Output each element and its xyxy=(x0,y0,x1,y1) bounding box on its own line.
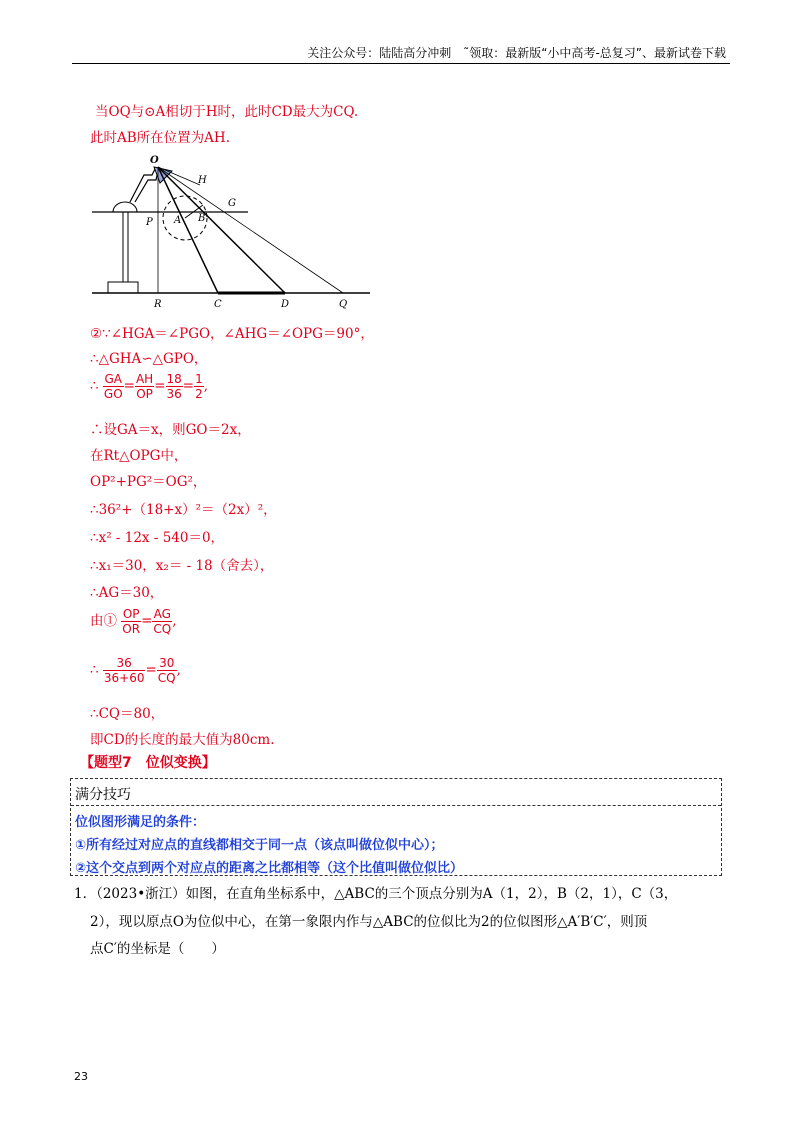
lamp-base xyxy=(108,282,138,293)
tips-item-1: ①所有经过对应点的直线都相交于同一点（该点叫做位似中心）； xyxy=(75,838,444,853)
solution-line-2: 此时AB所在位置为AH. xyxy=(90,130,230,146)
solution-step-14: 即CD的长度的最大值为80cm. xyxy=(90,732,275,748)
solution-step-2: ∴△GHA∽△GPO， xyxy=(90,351,208,367)
question-line-2: 2），现以原点O为位似中心，在第一象限内作与△ABC的位似比为2的位似图形△A′B′C′，则顶 xyxy=(90,914,648,930)
tips-item-2: ②这个交点到两个对应点的距离之比都相等（这个比值叫做位似比） xyxy=(75,861,464,876)
label-C: C xyxy=(214,299,222,310)
geometry-figure xyxy=(90,155,380,315)
label-O: O xyxy=(150,155,159,166)
solution-step-6: OP²+PG²＝OG²， xyxy=(90,474,207,490)
label-H: H xyxy=(198,175,207,186)
label-A: A xyxy=(174,215,182,226)
page-number: 23 xyxy=(74,1070,88,1083)
label-P: P xyxy=(146,217,153,228)
solution-step-7: ∴36²+（18+x）²＝（2x）²， xyxy=(90,502,277,518)
solution-step-1: ②∵∠HGA＝∠PGO，∠AHG＝∠OPG＝90°， xyxy=(90,326,374,342)
solution-step-13: ∴CQ＝80， xyxy=(90,706,165,722)
tips-divider xyxy=(71,805,721,806)
label-R: R xyxy=(154,299,162,310)
solution-step-3: ∴ $\frac{GA}{GO}$ = $\frac{AH}{OP}$ = $\frac{18}{36}$ = $\frac{1}{2}$ , xyxy=(90,372,209,401)
tips-heading: 位似图形满足的条件： xyxy=(75,815,206,830)
solution-line-1: 当OQ与⊙A相切于H时，此时CD最大为CQ. xyxy=(95,104,359,120)
solution-step-4: ∴设GA＝x，则GO＝2x， xyxy=(90,422,251,438)
label-B: B xyxy=(198,213,206,224)
label-Q: Q xyxy=(339,299,348,310)
solution-step-10: ∴AG＝30， xyxy=(90,585,164,601)
question-line-1: 1．（2023•浙江）如图，在直角坐标系中，△ABC的三个顶点分别为A（1，2），B（2，1），C（3， xyxy=(74,886,678,902)
header-divider xyxy=(72,63,730,64)
solution-step-8: ∴x² - 12x - 540＝0， xyxy=(90,530,225,546)
label-D: D xyxy=(281,299,290,310)
page-header: 关注公众号：陆陆高分冲刺 ˜领取：最新版“小中高考-总复习”、最新试卷下载 xyxy=(307,46,726,60)
section-title: 【题型7 位似变换】 xyxy=(80,755,216,771)
solution-step-5: 在Rt△OPG中， xyxy=(90,448,188,464)
label-G: G xyxy=(228,198,236,209)
question-line-3: 点C′的坐标是（ ） xyxy=(90,941,225,957)
solution-step-9: ∴x₁＝30，x₂＝ - 18（舍去）， xyxy=(90,558,274,574)
tips-title: 满分技巧 xyxy=(75,787,131,803)
tips-box xyxy=(70,778,722,876)
solution-step-12: ∴ $\frac{36}{36+60}$ = $\frac{30}{CQ}$ , xyxy=(90,656,181,685)
solution-step-11: 由① $\frac{OP}{OR}$ = $\frac{AG}{CQ}$ , xyxy=(90,607,177,636)
